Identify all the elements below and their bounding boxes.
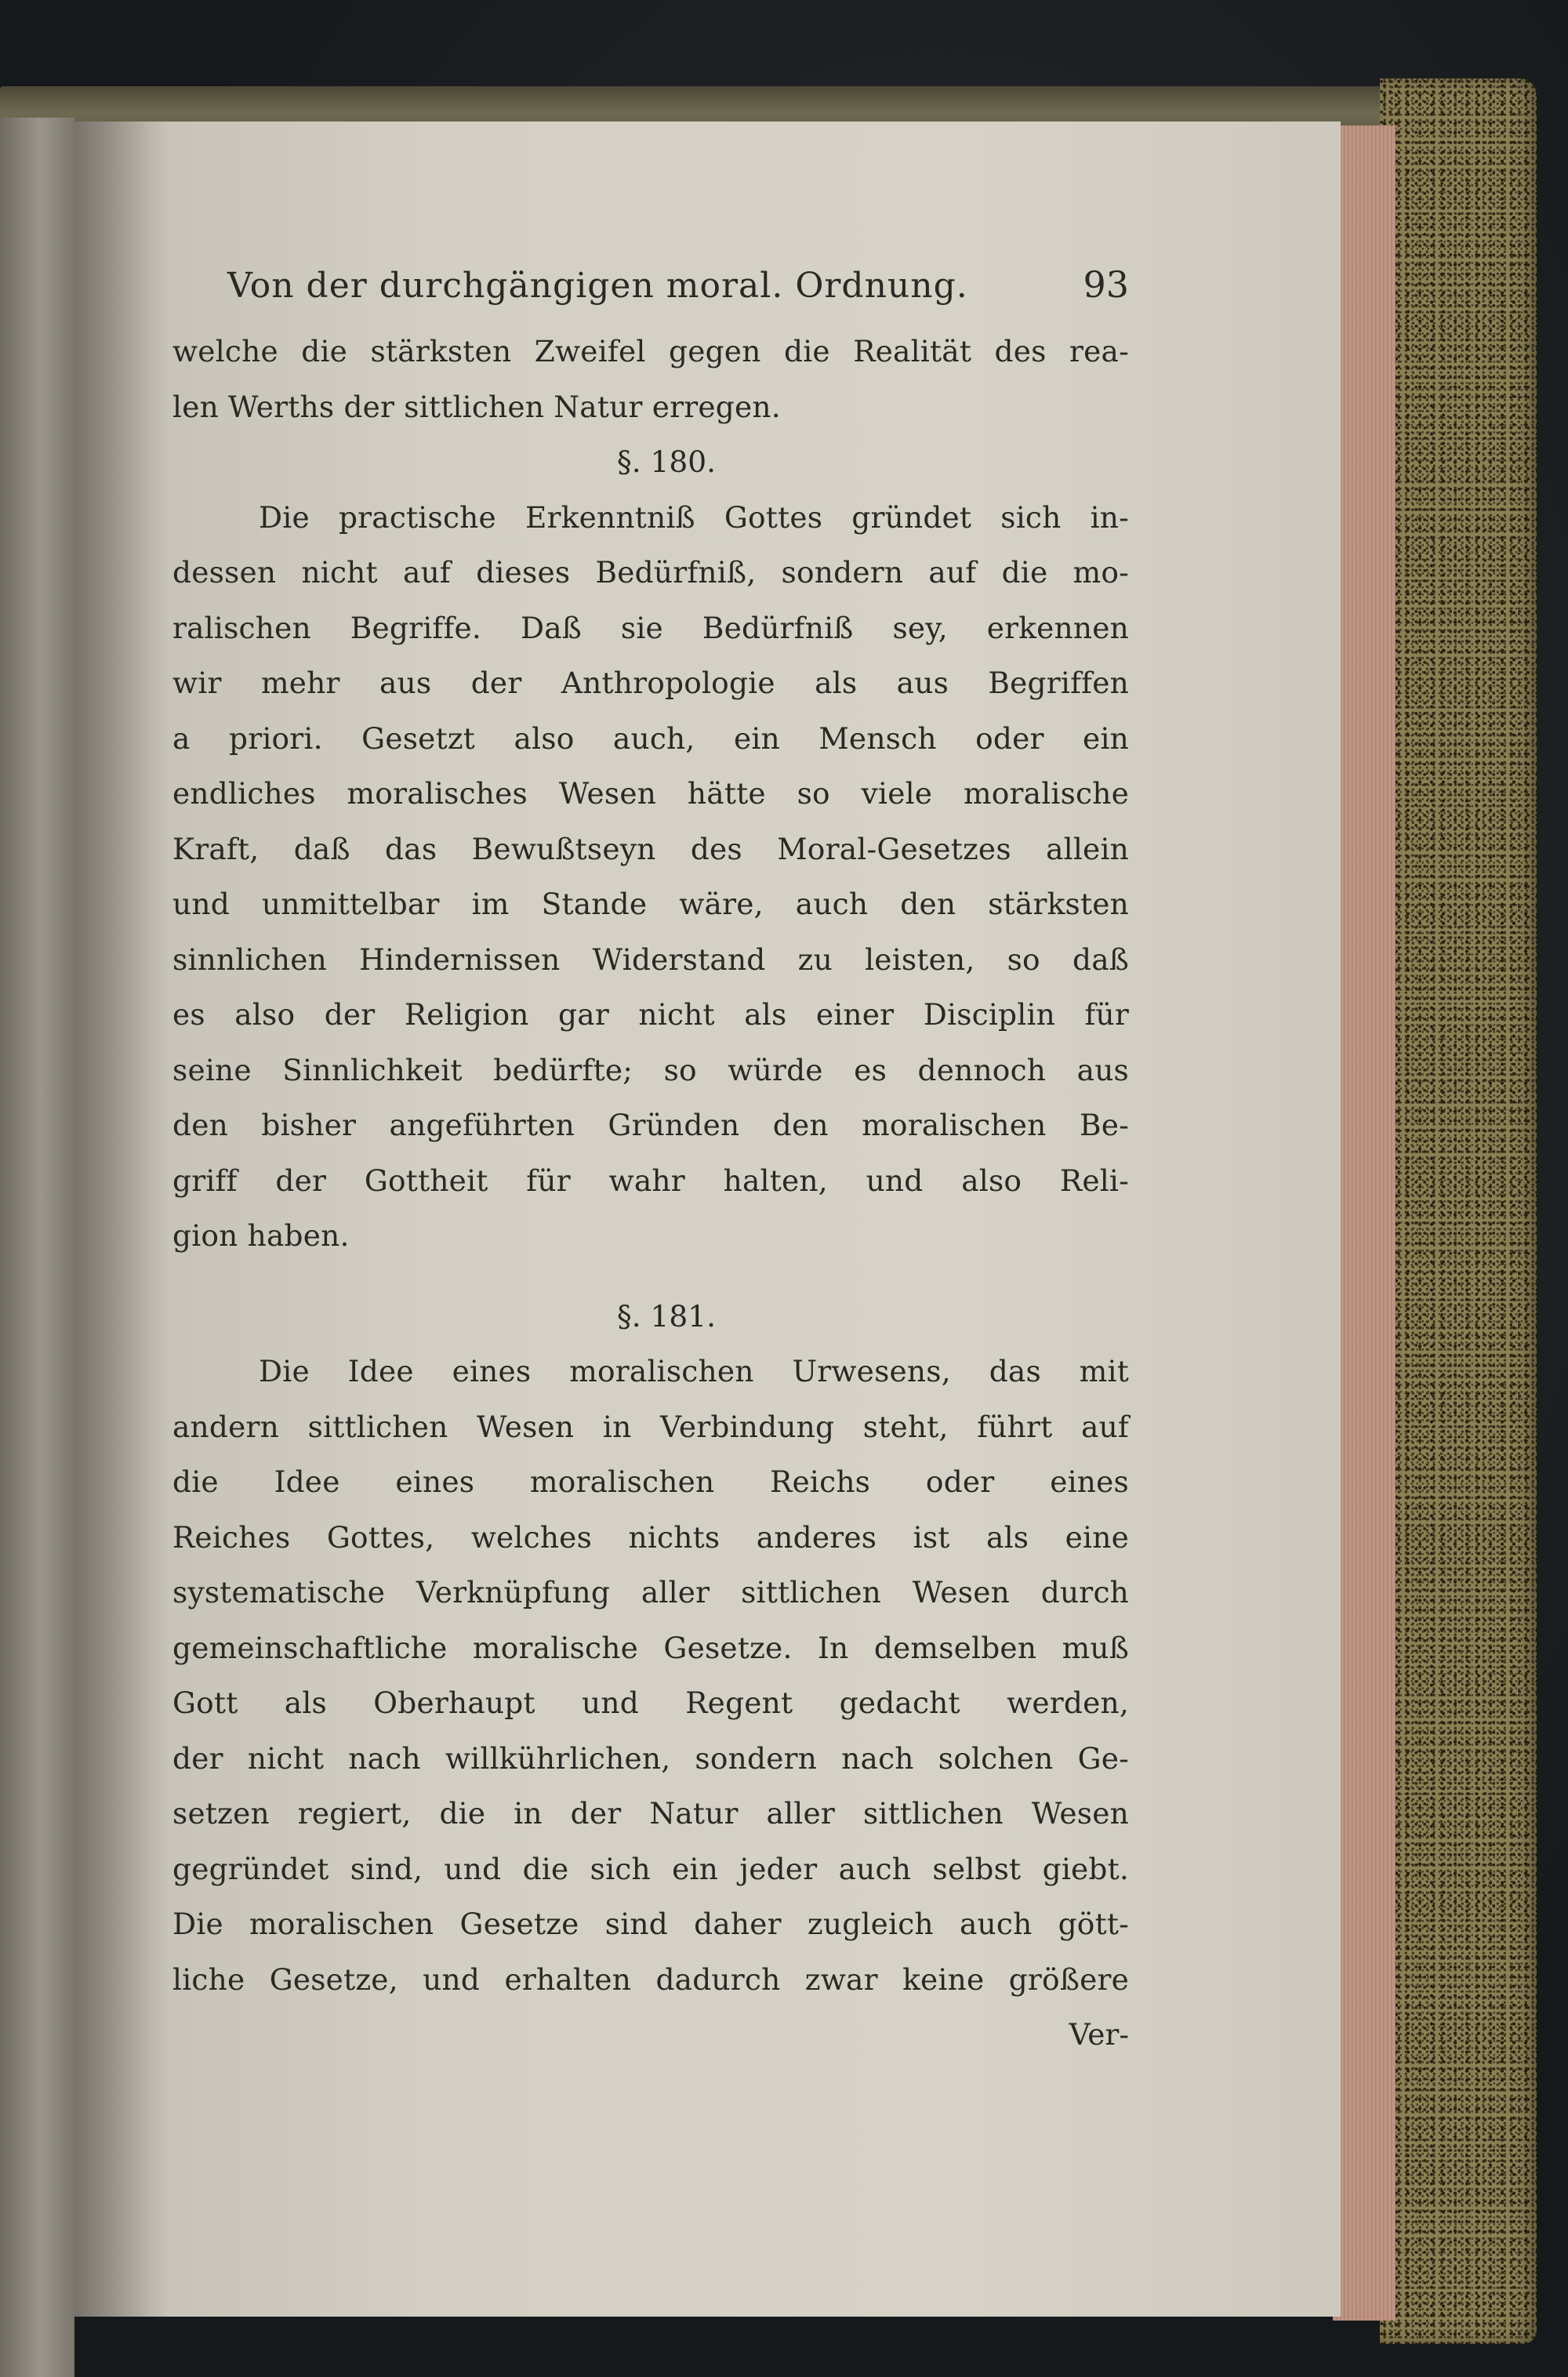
page-number: 93	[1083, 263, 1129, 306]
text-line: dessen nicht auf dieses Bedürfniß, sondern auf die mo-	[172, 555, 1129, 590]
text-line: den bisher angeführten Gründen den moralischen Be-	[172, 1108, 1129, 1142]
text-line: welche die stärksten Zweifel gegen die Realität des rea-	[172, 334, 1129, 368]
text-line: ralischen Begriffe. Daß sie Bedürfniß sey, erkennen	[172, 610, 1129, 645]
text-line: Reiches Gottes, welches nichts anderes ist als eine	[172, 1519, 1129, 1555]
running-head	[172, 263, 1129, 306]
section-heading-181: §. 181.	[616, 1298, 717, 1334]
text-line: Die practische Erkenntniß Gottes gründet sich in-	[259, 499, 1129, 535]
page-text	[172, 263, 1129, 2063]
text-line: Kraft, daß das Bewußtseyn des Moral-Gesetzes allein	[172, 831, 1129, 866]
catchword: Ver-	[1069, 2017, 1129, 2052]
text-line: gemeinschaftliche moralische Gesetze. In demselben muß	[172, 1630, 1129, 1665]
text-line: gegründet sind, und die sich ein jeder auch selbst giebt.	[172, 1851, 1129, 1886]
text-line: es also der Religion gar nicht als einer Disciplin für	[172, 997, 1129, 1032]
text-line: liche Gesetze, und erhalten dadurch zwar keine größere	[172, 1961, 1129, 1997]
text-line: seine Sinnlichkeit bedürfte; so würde es dennoch aus	[172, 1052, 1129, 1087]
text-line: Die moralischen Gesetze sind daher zugleich auch gött-	[172, 1907, 1129, 1941]
section-heading-180: §. 180.	[616, 445, 717, 479]
text-line: Die Idee eines moralischen Urwesens, das mit	[259, 1354, 1129, 1388]
text-line: setzen regiert, die in der Natur aller sittlichen Wesen	[172, 1796, 1129, 1831]
text-line: sinnlichen Hindernissen Widerstand zu leisten, so daß	[172, 942, 1129, 977]
text-line: len Werths der sittlichen Natur erregen.	[172, 389, 781, 424]
section-spacer	[172, 1264, 1129, 1289]
page-block-edges	[1333, 125, 1396, 2321]
text-line: a priori. Gesetzt also auch, ein Mensch oder ein	[172, 720, 1129, 756]
text-line: wir mehr aus der Anthropologie als aus Begriffen	[172, 666, 1129, 700]
gutter-shadow	[74, 122, 169, 2317]
text-line: die Idee eines moralischen Reichs oder eines	[172, 1464, 1129, 1499]
book-cover-right	[1380, 78, 1537, 2344]
facing-page-edge	[0, 118, 74, 2377]
text-line: der nicht nach willkührlichen, sondern nach solchen Ge-	[172, 1740, 1129, 1776]
text-line: griff der Gottheit für wahr halten, und also Reli-	[172, 1163, 1129, 1198]
text-line: systematische Verknüpfung aller sittlichen Wesen durch	[172, 1575, 1129, 1609]
text-line: und unmittelbar im Stande wäre, auch den stärksten	[172, 887, 1129, 921]
text-line: endliches moralisches Wesen hätte so viele moralische	[172, 776, 1129, 811]
text-line: gion haben.	[172, 1218, 350, 1253]
text-line: andern sittlichen Wesen in Verbindung steht, führt auf	[172, 1409, 1129, 1444]
text-line: Gott als Oberhaupt und Regent gedacht werden,	[172, 1686, 1129, 1720]
running-title: Von der durchgängigen moral. Ordnung.	[227, 266, 968, 306]
